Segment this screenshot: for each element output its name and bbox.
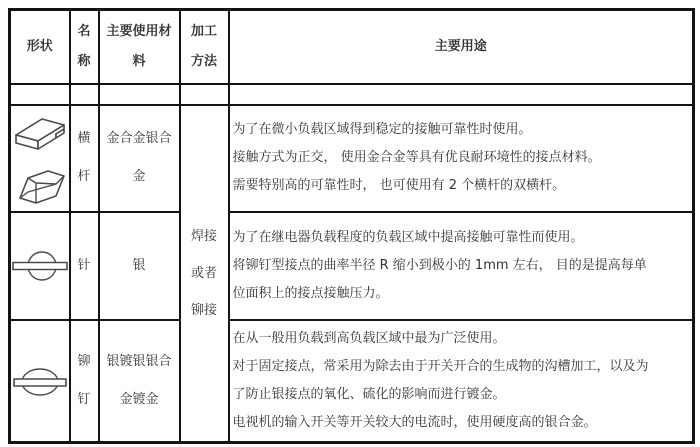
shape-cell	[10, 320, 70, 443]
usage-line: 将铆钉型接点的曲率半径 R 缩小到极小的 1mm 左右， 目的是提高每单	[232, 257, 647, 273]
material-line: 金	[132, 169, 146, 184]
usage-line: 电视机的输入开关等开关较大的电流时，使用硬度高的银合金。	[232, 414, 597, 430]
header-material-line: 料	[132, 53, 146, 69]
spacer-cell	[70, 84, 99, 105]
crossbar-contact-icon	[11, 112, 69, 204]
header-process	[180, 10, 229, 84]
usage-cell	[229, 320, 694, 443]
header-material	[99, 10, 180, 84]
name-cell	[70, 320, 99, 443]
spacer-cell	[180, 84, 229, 105]
material-line: 银镀银银合	[106, 353, 172, 369]
name-line: 钉	[77, 391, 91, 407]
material-line: 银	[132, 257, 146, 273]
process-line: 或者	[190, 265, 217, 281]
name-cell	[70, 105, 99, 212]
name-cell	[70, 212, 99, 320]
shape-cell	[10, 212, 70, 320]
spacer-cell	[229, 84, 694, 105]
shape-cell	[10, 105, 70, 212]
name-line: 铆	[77, 353, 91, 369]
usage-line: 为了在微小负载区域得到稳定的接触可靠性时使用。	[232, 122, 532, 137]
usage-line: 对于固定接点，常采用为除去由于开关开合的生成物的沟槽加工，以及为	[232, 358, 649, 374]
process-merged-cell	[180, 105, 229, 443]
header-name-line: 称	[77, 53, 91, 69]
usage-line: 了防止银接点的氧化、硫化的影响而进行镀金。	[232, 386, 506, 402]
usage-line: 需要特别高的可靠性时， 也可使用有 2 个横杆的双横杆。	[232, 178, 566, 193]
process-line: 焊接	[190, 228, 217, 244]
spacer-cell	[10, 84, 70, 105]
usage-line: 接触方式为正交， 使用金合金等具有优良耐环境性的接点材料。	[232, 150, 601, 165]
needle-contact-icon	[11, 244, 69, 288]
spacer-cell	[99, 84, 180, 105]
header-name-line: 名	[77, 23, 91, 39]
spacer-row	[10, 84, 694, 105]
header-name	[70, 10, 99, 84]
material-cell	[99, 105, 180, 212]
usage-line: 为了在继电器负载程度的负载区域中提高接触可靠性而使用。	[232, 229, 584, 245]
name-line: 横	[77, 131, 91, 146]
material-line: 金合金银合	[106, 131, 172, 146]
process-line: 铆接	[190, 302, 217, 318]
usage-cell	[229, 105, 694, 212]
usage-line: 在从一般用负载到高负载区域中最为广泛使用。	[232, 330, 506, 346]
header-process-line: 方法	[190, 53, 217, 69]
material-cell	[99, 212, 180, 320]
table-row-needle	[10, 212, 694, 320]
header-shape-label: 形状	[26, 38, 53, 54]
usage-cell	[229, 212, 694, 320]
name-line: 针	[77, 257, 91, 273]
usage-line: 位面积上的接点接触压力。	[232, 285, 389, 301]
material-line: 金镀金	[119, 391, 159, 407]
name-line: 杆	[77, 169, 91, 184]
header-usage	[229, 10, 694, 84]
header-usage-label: 主要用途	[434, 38, 487, 54]
material-cell	[99, 320, 180, 443]
header-process-line: 加工	[190, 23, 217, 39]
contact-materials-table	[8, 8, 695, 444]
table-row-crossbar	[10, 105, 694, 212]
contact-materials-table-wrap	[8, 8, 695, 444]
header-material-line: 主要使用材	[106, 23, 172, 39]
header-shape	[10, 10, 70, 84]
rivet-contact-icon	[11, 355, 69, 407]
header-row	[10, 10, 694, 84]
table-row-rivet	[10, 320, 694, 443]
